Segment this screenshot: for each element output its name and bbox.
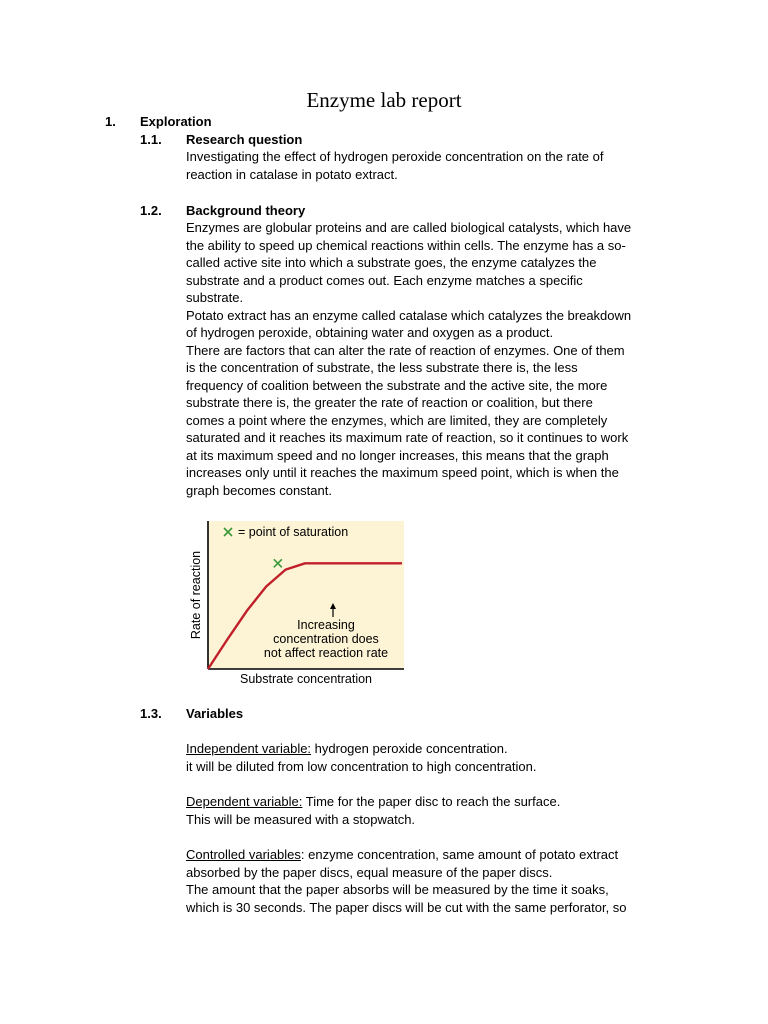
text-line: which is 30 seconds. The paper discs will be cut with the same perforator, so	[186, 899, 627, 915]
section-number-1-1: 1.1.	[140, 132, 162, 147]
text-line: There are factors that can alter the rate of reaction of enzymes. One of them	[186, 342, 625, 358]
legend-label: = point of saturation	[238, 525, 349, 539]
saturation-chart	[184, 515, 406, 690]
text-line: substrate.	[186, 290, 244, 305]
text-line: increases only until it reaches the maximum speed point, which is when the	[186, 465, 619, 480]
section-heading-background-theory: Background theory	[186, 203, 306, 218]
text-line: The amount that the paper absorbs will be measured by the time it soaks,	[186, 882, 609, 897]
text-line: substrate there is, the greater the rate of reaction or coalition, but there	[186, 395, 593, 410]
independent-variable-text: hydrogen peroxide concentration.	[311, 741, 508, 756]
dependent-variable-label: Dependent variable:	[186, 794, 303, 809]
text-line: reaction in catalase in potato extract.	[186, 166, 398, 182]
y-axis-label: Rate of reaction	[189, 550, 203, 640]
annotation-line: concentration does	[273, 632, 379, 646]
section-heading-variables: Variables	[186, 706, 244, 721]
text-line: comes a point where the enzymes, which are limited, they are completely	[186, 412, 608, 428]
text-line: substrate and a product comes out. Each enzyme matches a specific	[186, 272, 583, 288]
text-line	[186, 793, 678, 811]
text-line: it will be diluted from low concentration to high concentration.	[186, 758, 537, 774]
controlled-variables-label: Controlled variables	[186, 847, 301, 862]
text-line: Enzymes are globular proteins and are called biological catalysts, which have	[186, 220, 632, 235]
independent-variable-label: Independent variable:	[186, 741, 312, 756]
text-line: at its maximum speed and no longer increases, this means that the graph	[186, 447, 609, 463]
saturation-figure	[184, 515, 406, 695]
text-line: is the concentration of substrate, the less substrate there is, the less	[186, 360, 578, 375]
text-line: called active site into which a substrate goes, the enzyme catalyzes the	[186, 255, 597, 270]
independent-variable-block	[186, 740, 678, 775]
dependent-variable-text: Time for the paper disc to reach the surface.	[302, 794, 561, 809]
section-number-1-3: 1.3.	[140, 706, 162, 721]
section-number-1-2: 1.2.	[140, 203, 162, 218]
section-number-1: 1.	[105, 114, 116, 129]
text-line: This will be measured with a stopwatch.	[186, 811, 416, 827]
text-line: frequency of coalition between the substrate and the active site, the more	[186, 377, 608, 393]
text-line: absorbed by the paper discs, equal measure of the paper discs.	[186, 864, 553, 880]
dependent-variable-block	[186, 793, 678, 828]
document-title: Enzyme lab report	[306, 88, 462, 112]
background-theory-text	[186, 219, 678, 499]
annotation-line: not affect reaction rate	[263, 646, 389, 660]
text-line: saturated and it reaches its maximum rate of reaction, so it continues to work	[186, 430, 629, 445]
text-line: the ability to speed up chemical reactions within cells. The enzyme has a so-	[186, 237, 626, 253]
text-line	[186, 846, 678, 864]
text-line: Investigating the effect of hydrogen peroxide concentration on the rate of	[186, 149, 604, 164]
text-line: Potato extract has an enzyme called catalase which catalyzes the breakdown	[186, 307, 632, 323]
controlled-variables-text: : enzyme concentration, same amount of potato extract	[300, 847, 619, 862]
controlled-variables-block	[186, 846, 678, 916]
text-line: of hydrogen peroxide, obtaining water and oxygen as a product.	[186, 325, 554, 340]
text-line	[186, 740, 678, 758]
text-line: graph becomes constant.	[186, 482, 332, 498]
annotation-line: Increasing	[297, 618, 355, 632]
section-heading-exploration: Exploration	[140, 114, 212, 129]
x-axis-label: Substrate concentration	[239, 672, 373, 686]
section-heading-research-question: Research question	[186, 132, 303, 147]
research-question-text	[186, 148, 678, 183]
